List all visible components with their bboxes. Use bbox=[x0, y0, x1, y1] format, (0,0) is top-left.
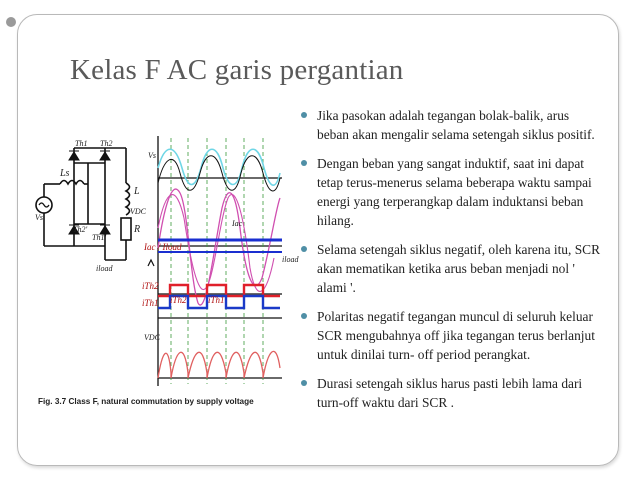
figure-caption: Fig. 3.7 Class F, natural commutation by supply voltage bbox=[38, 397, 254, 406]
label-ith1-left: iTh1 bbox=[142, 298, 159, 308]
bullet-dot-icon bbox=[301, 160, 307, 166]
label-th2b: Th2' bbox=[73, 225, 88, 234]
slide-title: Kelas F AC garis pergantian bbox=[70, 54, 404, 86]
bullet-text: Jika pasokan adalah tegangan bolak-balik, arus beban akan mengalir selama setengah siklus positif. bbox=[317, 108, 595, 142]
label-ls: Ls bbox=[60, 168, 70, 179]
bullet-item bbox=[299, 106, 604, 144]
label-iac-wave: Iac bbox=[232, 219, 243, 228]
bullet-list bbox=[299, 106, 604, 422]
label-vdc-circuit: VDC bbox=[130, 207, 146, 216]
bullet-dot-icon bbox=[301, 313, 307, 319]
label-th1: Th1 bbox=[75, 139, 88, 148]
figure-svg bbox=[30, 128, 300, 420]
label-ith1-mid: iTh1 bbox=[208, 295, 225, 305]
inductor-l-symbol bbox=[126, 183, 130, 215]
label-iload-circuit: iload bbox=[96, 264, 113, 273]
label-th2: Th2 bbox=[100, 139, 113, 148]
label-ith2-left: iTh2 bbox=[142, 281, 159, 291]
bullet-text: Dengan beban yang sangat induktif, saat ini dapat tetap terus-menerus selama beberapa waktu sampai energi yang terperangkap dalam induktansi beban hilang. bbox=[317, 156, 592, 228]
label-iload-right: iload bbox=[282, 255, 299, 264]
bullet-text: Selama setengah siklus negatif, oleh karena itu, SCR akan mematikan ketika arus beban menjadi nol ' alami '. bbox=[317, 242, 601, 295]
bullet-text: Polaritas negatif tegangan muncul di seluruh keluar SCR mengubahnya off jika tegangan terus berlanjut untuk dinilai turn- off period perangkat. bbox=[317, 309, 595, 362]
bullet-dot-icon bbox=[301, 380, 307, 386]
inductor-ls-symbol bbox=[60, 181, 84, 185]
bullet-dot-icon bbox=[301, 112, 307, 118]
circuit-figure bbox=[30, 128, 300, 420]
label-l: L bbox=[134, 186, 140, 197]
resistor-symbol bbox=[121, 218, 131, 240]
label-vs-source: Vs bbox=[35, 213, 43, 222]
circuit-diagram bbox=[36, 148, 131, 260]
label-r: R bbox=[134, 224, 141, 235]
bullet-item bbox=[299, 154, 604, 230]
label-ith2-mid: iTh2 bbox=[170, 295, 187, 305]
bullet-item bbox=[299, 240, 604, 297]
bullet-dot-icon bbox=[301, 246, 307, 252]
corner-dot bbox=[6, 17, 16, 27]
bullet-item bbox=[299, 374, 604, 412]
bullet-text: Durasi setengah siklus harus pasti lebih lama dari turn-off waktu dari SCR . bbox=[317, 376, 583, 410]
vdc-waveform bbox=[158, 351, 280, 378]
label-vdc-wave: VDC bbox=[144, 333, 160, 342]
label-iac-iload-left: Iac / Iload bbox=[144, 242, 182, 252]
bullet-item bbox=[299, 307, 604, 364]
label-vs-wave: Vs bbox=[148, 151, 156, 160]
label-th1b: Th1' bbox=[92, 233, 107, 242]
